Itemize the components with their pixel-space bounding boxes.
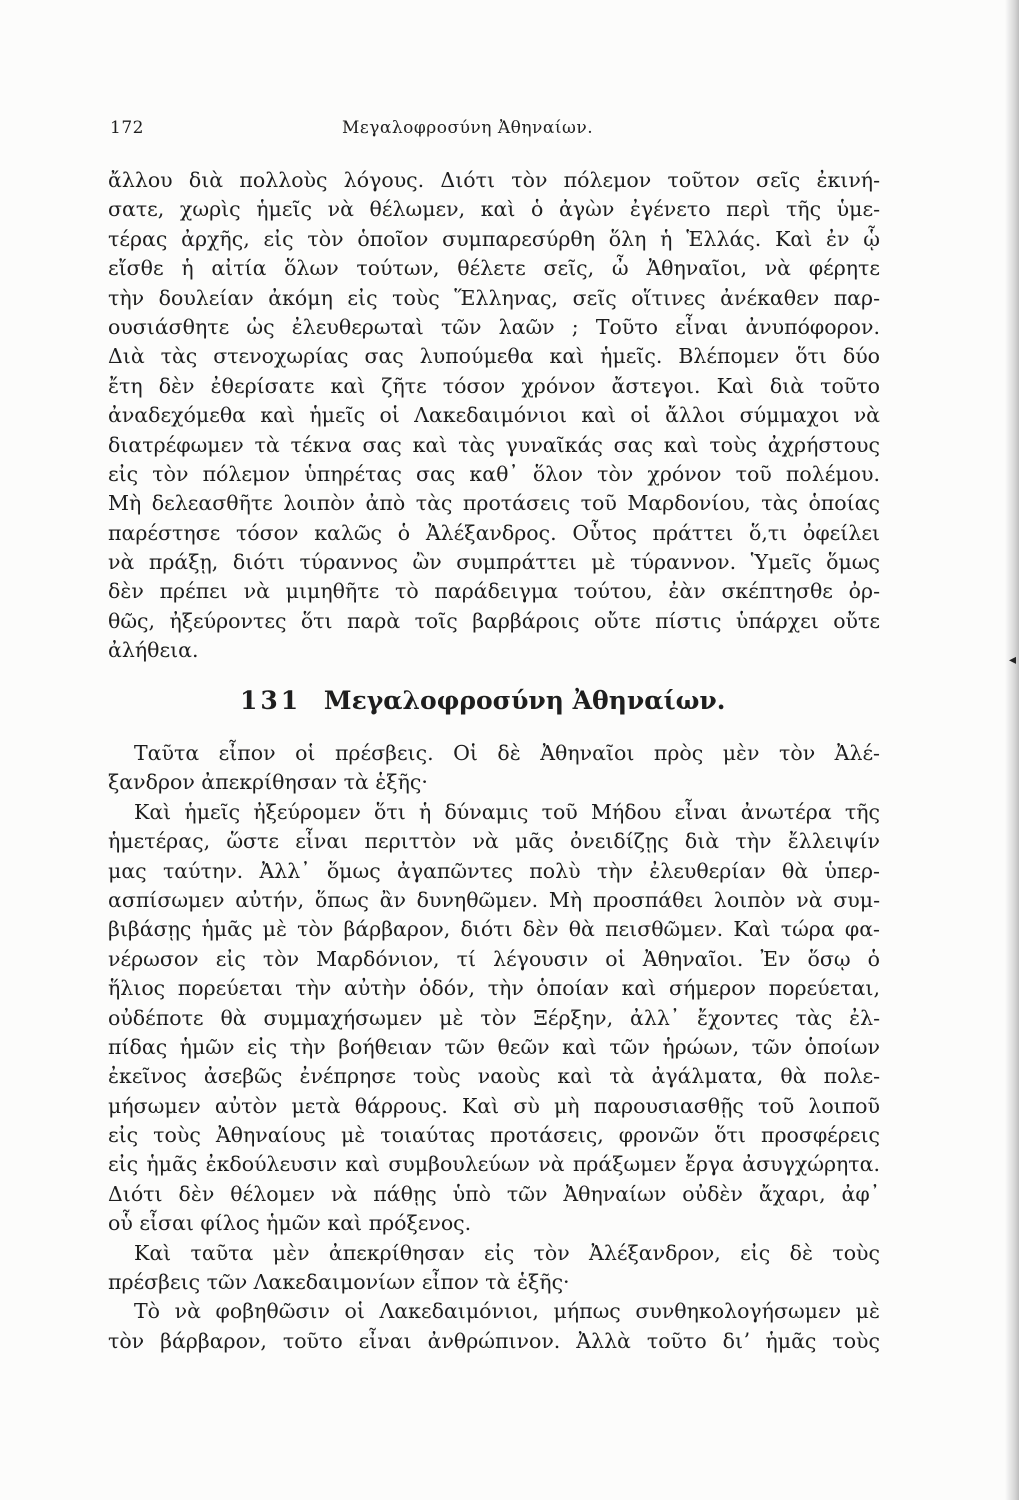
text-line: τέρας ἀρχῆς, εἰς τὸν ὁποῖον συμπαρεσύρθη ὅλη ἡ Ἑλλάς. Καὶ ἐν ᾧ bbox=[108, 226, 880, 251]
bottom-text bbox=[108, 739, 880, 1356]
text-line: Διὰ τὰς στενοχωρίας σας λυπούμεθα καὶ ἡμεῖς. Βλέπομεν ὅτι δύο bbox=[108, 344, 880, 369]
text-line: δὲν πρέπει νὰ μιμηθῆτε τὸ παράδειγμα τούτου, ἐὰν σκέπτησθε ὀρ- bbox=[108, 579, 880, 604]
text-line: ἄλλου διὰ πολλοὺς λόγους. Διότι τὸν πόλεμον τοῦτον σεῖς ἐκινή- bbox=[108, 168, 880, 192]
text-line: εἰς ἡμᾶς ἐκδούλευσιν καὶ συμβουλεύων νὰ πράξωμεν ἔργα ἀσυγχώρητα. bbox=[108, 1152, 880, 1177]
page-number: 172 bbox=[110, 118, 144, 138]
text-line: παρέστησε τόσον καλῶς ὁ Ἀλέξανδρος. Οὗτος πράττει ὅ,τι ὀφείλει bbox=[108, 520, 880, 545]
text-line: θῶς, ἠξεύροντες ὅτι παρὰ τοῖς βαρβάροις οὔτε πίστις ὑπάρχει οὔτε bbox=[108, 608, 880, 633]
section-number: 131 bbox=[240, 686, 302, 715]
text-line: ασπίσωμεν αὐτήν, ὅπως ἂν δυνηθῶμεν. Μὴ προσπάθει λοιπὸν νὰ συμ- bbox=[108, 887, 880, 912]
text-line: εἴσθε ἡ αἰτία ὅλων τούτων, θέλετε σεῖς, ὦ Ἀθηναῖοι, νὰ φέρητε bbox=[108, 256, 880, 281]
text-line: οὗ εἶσαι φίλος ἡμῶν καὶ πρόξενος. bbox=[108, 1211, 472, 1236]
text-line: Μὴ δελεασθῆτε λοιπὸν ἀπὸ τὰς προτάσεις τοῦ Μαρδονίου, τὰς ὁποίας bbox=[108, 491, 880, 516]
text-line: τὴν δουλείαν ἀκόμη εἰς τοὺς Ἕλληνας, σεῖς οἵτινες ἀνέκαθεν παρ- bbox=[108, 285, 880, 310]
text-line: ἀναδεχόμεθα καὶ ἡμεῖς οἱ Λακεδαιμόνιοι καὶ οἱ ἄλλοι σύμμαχοι νὰ bbox=[108, 403, 880, 428]
text-line: ουσιάσθητε ὡς ἐλευθερωταὶ τῶν λαῶν ; Τοῦτο εἶναι ἀνυπόφορον. bbox=[108, 314, 880, 339]
text-line: ἀλήθεια. bbox=[108, 638, 199, 663]
section-title: Μεγαλοφροσύνη Ἀθηναίων. bbox=[323, 686, 726, 715]
text-line: εἰς τοὺς Ἀθηναίους μὲ τοιαύτας προτάσεις, φρονῶν ὅτι προσφέρεις bbox=[108, 1123, 880, 1148]
section-heading bbox=[240, 686, 840, 720]
text-line: ἐκεῖνος ἀσεβῶς ἐνέπρησε τοὺς ναοὺς καὶ τὰ ἀγάλματα, θὰ πολε- bbox=[108, 1064, 880, 1089]
text-line: εἰς τὸν πόλεμον ὑπηρέτας σας καθ᾽ ὅλον τὸν χρόνον τοῦ πολέμου. bbox=[108, 461, 880, 486]
page-edge-shadow bbox=[1005, 0, 1019, 1500]
text-line: βιβάσῃς ἡμᾶς μὲ τὸν βάρβαρον, διότι δὲν θὰ πεισθῶμεν. Καὶ τώρα φα- bbox=[108, 917, 880, 942]
text-line: νὰ πράξῃ, διότι τύραννος ὢν συμπράττει μὲ τύραννον. Ὑμεῖς ὅμως bbox=[108, 550, 880, 575]
text-line: ἔτη δὲν ἐθερίσατε καὶ ζῆτε τόσον χρόνον ἄστεγοι. Καὶ διὰ τοῦτο bbox=[108, 373, 880, 398]
running-head bbox=[110, 118, 870, 144]
text-line: Ταῦτα εἶπον οἱ πρέσβεις. Οἱ δὲ Ἀθηναῖοι πρὸς μὲν τὸν Ἀλέ- bbox=[134, 741, 880, 765]
text-line: διατρέφωμεν τὰ τέκνα σας καὶ τὰς γυναῖκάς σας καὶ τοὺς ἀχρήστους bbox=[108, 432, 880, 457]
margin-mark: ◂ bbox=[1008, 652, 1016, 668]
text-line: ἥλιος πορεύεται τὴν αὐτὴν ὁδόν, τὴν ὁποίαν καὶ σήμερον πορεύεται, bbox=[108, 976, 880, 1001]
running-head-title: Μεγαλοφροσύνη Ἀθηναίων. bbox=[342, 118, 594, 138]
text-line: μήσωμεν αὐτὸν μετὰ θάρρους. Καὶ σὺ μὴ παρουσιασθῇς τοῦ λοιποῦ bbox=[108, 1093, 880, 1118]
text-line: σατε, χωρὶς ἡμεῖς νὰ θέλωμεν, καὶ ὁ ἀγὼν ἐγένετο περὶ τῆς ὑμε- bbox=[108, 197, 880, 222]
text-line: τὸν βάρβαρον, τοῦτο εἶναι ἀνθρώπινον. Ἀλλὰ τοῦτο διʼ ἡμᾶς τοὺς bbox=[108, 1328, 880, 1353]
text-line: ξανδρον ἀπεκρίθησαν τὰ ἑξῆς· bbox=[108, 770, 428, 795]
text-line: Καὶ ταῦτα μὲν ἀπεκρίθησαν εἰς τὸν Ἀλέξανδρον, εἰς δὲ τοὺς bbox=[134, 1240, 880, 1265]
text-line: Διότι δὲν θέλομεν νὰ πάθῃς ὑπὸ τῶν Ἀθηναίων οὐδὲν ἄχαρι, ἀφ᾽ bbox=[108, 1181, 880, 1206]
text-line: Τὸ νὰ φοβηθῶσιν οἱ Λακεδαιμόνιοι, μήπως συνθηκολογήσωμεν μὲ bbox=[134, 1299, 880, 1324]
top-paragraph bbox=[108, 166, 880, 666]
text-line: μας ταύτην. Ἀλλ᾽ ὅμως ἀγαπῶντες πολὺ τὴν ἐλευθερίαν θὰ ὑπερ- bbox=[108, 858, 880, 883]
text-line: ἡμετέρας, ὥστε εἶναι περιττὸν νὰ μᾶς ὀνειδίζῃς διὰ τὴν ἔλλειψίν bbox=[108, 829, 880, 854]
text-line: οὐδέποτε θὰ συμμαχήσωμεν μὲ τὸν Ξέρξην, ἀλλ᾽ ἔχοντες τὰς ἐλ- bbox=[108, 1005, 880, 1030]
text-line: νέρωσον εἰς τὸν Μαρδόνιον, τί λέγουσιν οἱ Ἀθηναῖοι. Ἐν ὅσῳ ὁ bbox=[108, 946, 880, 971]
text-line: πίδας ἡμῶν εἰς τὴν βοήθειαν τῶν θεῶν καὶ τῶν ἡρώων, τῶν ὁποίων bbox=[108, 1034, 880, 1059]
text-line: Καὶ ἡμεῖς ἠξεύρομεν ὅτι ἡ δύναμις τοῦ Μήδου εἶναι ἀνωτέρα τῆς bbox=[134, 799, 880, 824]
text-line: πρέσβεις τῶν Λακεδαιμονίων εἶπον τὰ ἑξῆς· bbox=[108, 1270, 570, 1295]
